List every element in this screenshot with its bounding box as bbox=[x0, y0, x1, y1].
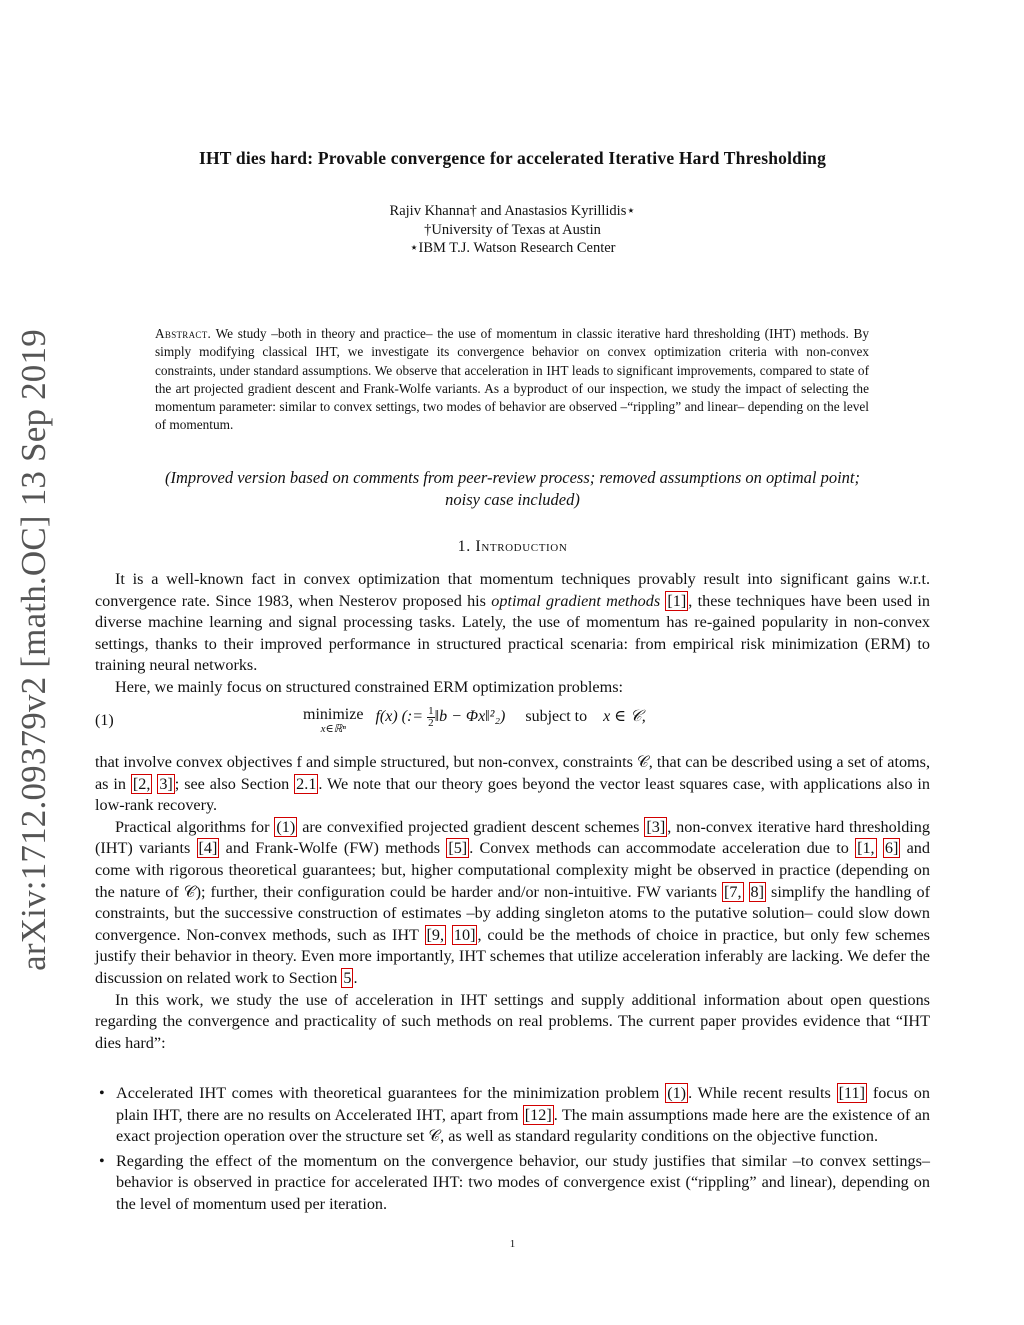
intro-paragraph-2: Here, we mainly focus on structured constrained ERM optimization problems: bbox=[115, 677, 623, 696]
equation-body bbox=[303, 706, 646, 735]
p4-text-d: and Frank-Wolfe (FW) methods bbox=[219, 839, 447, 858]
bullet-icon: • bbox=[99, 1084, 105, 1102]
citation-link[interactable]: 3] bbox=[159, 774, 173, 793]
authors-line: Rajiv Khanna† and Anastasios Kyrillidis⋆ bbox=[389, 203, 636, 219]
minimize-subscript: x∈ℝⁿ bbox=[320, 723, 346, 735]
fraction-denominator: 2 bbox=[428, 717, 434, 729]
equation-link[interactable]: (1) bbox=[667, 1084, 687, 1102]
contribution-list bbox=[95, 1083, 930, 1219]
abstract-text: We study –both in theory and practice– the use of momentum in classic iterative hard thresholding (IHT) methods. By simply modifying classical IHT, we investigate its convergence behavior on convex optimization criteria with non-convex constraints, under standard assumptions. We observe that acceleration in IHT leads to significant improvements, compared to state of the art projected gradient descent and Frank-Wolfe variants. As a byproduct of our inspection, we study the impact of selecting the momentum parameter: similar to convex settings, two modes of behavior are observed –“rippling” and linear– depending on the level of momentum. bbox=[155, 326, 869, 433]
list-item bbox=[95, 1083, 930, 1148]
paragraph-5: In this work, we study the use of acceleration in IHT settings and supply additional information about open questions regarding the convergence and practicality of such methods on real problems. The current paper provides evidence that “IHT dies hard”: bbox=[95, 990, 930, 1052]
citation-link[interactable]: 6] bbox=[884, 839, 899, 858]
list-item bbox=[95, 1151, 930, 1216]
intro-p1-emphasis: optimal gradient methods bbox=[491, 591, 661, 610]
citation-link[interactable]: [1] bbox=[667, 591, 687, 610]
citation-link[interactable]: [2, bbox=[132, 774, 151, 793]
citation-link[interactable]: [5] bbox=[448, 839, 468, 858]
abstract-label: Abstract. bbox=[155, 326, 212, 341]
minimize-operator bbox=[303, 706, 363, 735]
fraction-numerator: 1 bbox=[428, 705, 434, 717]
citation-link[interactable]: [11] bbox=[838, 1084, 866, 1102]
section-link[interactable]: 2.1 bbox=[296, 774, 317, 793]
constraint: x ∈ 𝒞, bbox=[603, 708, 646, 726]
p3-text-c: . We note that our theory goes beyond the vector least squares case, with applications also in low-rank recovery. bbox=[95, 774, 931, 815]
intro-block bbox=[95, 569, 930, 699]
minimize-word: minimize bbox=[303, 706, 364, 723]
section-heading-introduction: 1. Introduction bbox=[457, 538, 568, 555]
citation-link[interactable]: 8] bbox=[750, 882, 765, 901]
revision-note-line1: (Improved version based on comments from peer-review process; removed assumptions on optimal point; bbox=[165, 468, 860, 487]
body-block-2 bbox=[95, 752, 930, 1054]
affiliation-ut-austin: †University of Texas at Austin bbox=[424, 221, 601, 238]
p3-text-b: ; see also Section bbox=[174, 774, 295, 793]
bullet1-text-a: Accelerated IHT comes with theoretical guarantees for the minimization problem bbox=[116, 1084, 666, 1102]
objective-close: ‖b − Φx‖²₂) bbox=[434, 708, 506, 726]
bullet1-text-d: . The main assumptions made here are the existence of an exact projection operation over the structure set 𝒞, as well as standard regularity conditions on the objective function. bbox=[116, 1105, 930, 1146]
intro-paragraph-1 bbox=[95, 569, 930, 677]
citation-link[interactable]: [4] bbox=[198, 839, 218, 858]
p4-text-c: , non-convex iterative hard thresholding (IHT) variants bbox=[95, 817, 930, 858]
p4-text-f: and come with rigorous theoretical guarantees; but, higher computational complexity might be observed in practice (depending on the nature of 𝒞); further, their configuration could be harder and/or non-intuitive. FW variants bbox=[95, 839, 930, 901]
p4-text-h: , could be the methods of choice in practice, but only few schemes justify their behavior in theory. Even more importantly, IHT schemes that utilize acceleration inferably are lacking. We defer the discussion on related work to Section bbox=[95, 925, 930, 987]
citation-link[interactable]: [9, bbox=[426, 925, 445, 944]
paper-title: IHT dies hard: Provable convergence for accelerated Iterative Hard Thresholding bbox=[198, 148, 827, 168]
citation-link[interactable]: [7, bbox=[723, 882, 742, 901]
page-number: 1 bbox=[509, 1238, 516, 1250]
arxiv-identifier: arXiv:1712.09379v2 [math.OC] 13 Sep 2019 bbox=[14, 329, 53, 971]
citation-link[interactable]: [1, bbox=[857, 839, 875, 858]
author-block bbox=[95, 202, 930, 258]
bullet1-text-b: . While recent results bbox=[688, 1084, 837, 1102]
p4-text-b: are convexified projected gradient descent schemes bbox=[297, 817, 645, 836]
affiliation-ibm: ⋆IBM T.J. Watson Research Center bbox=[409, 240, 616, 256]
p4-text-a: Practical algorithms for bbox=[115, 817, 275, 836]
citation-link[interactable]: [3] bbox=[646, 817, 666, 836]
p4-text-e: . Convex methods can accommodate acceleration due to bbox=[469, 839, 856, 858]
paragraph-3 bbox=[95, 752, 930, 817]
revision-note-line2: noisy case included) bbox=[445, 489, 580, 509]
bullet1-text-c: focus on plain IHT, there are no results on Accelerated IHT, apart from bbox=[116, 1084, 930, 1124]
equation-number: (1) bbox=[95, 712, 114, 729]
intro-p1-text: It is a well-known fact in convex optimization that momentum techniques provably result into significant gains w.r.t. convergence rate. Since 1983, when Nesterov proposed his bbox=[95, 570, 930, 610]
p4-text-i: . bbox=[353, 968, 358, 987]
revision-note bbox=[95, 467, 930, 510]
bullet-icon: • bbox=[99, 1151, 105, 1170]
equation-link[interactable]: (1) bbox=[276, 817, 296, 836]
p3-text-a: that involve convex objectives f and simple structured, but non-convex, constraints 𝒞, that can be described using a set of atoms, as in bbox=[95, 753, 930, 793]
one-half-fraction bbox=[427, 706, 435, 729]
objective-open: f(x) (:= bbox=[375, 708, 428, 726]
citation-link[interactable]: [12] bbox=[524, 1105, 552, 1124]
intro-p1-text-end: , these techniques have been used in diverse machine learning and signal processing tasks. Lately, the use of momentum has re-gained popularity in non-convex settings, thanks to their improved performance in structured practical scenaria: from empirical risk minimization (ERM) to training neural networks. bbox=[95, 591, 930, 675]
bullet2-text: Regarding the effect of the momentum on the convergence behavior, our study justifies that similar –to convex settings– behavior is observed in practice for accelerated IHT: two modes of convergence exist (“rippling” and linear), depending on the level of momentum used per iteration. bbox=[116, 1151, 930, 1213]
section-link[interactable]: 5 bbox=[343, 968, 352, 987]
equation-1 bbox=[95, 706, 930, 748]
p4-text-g: simplify the handling of constraints, but the successive construction of estimates –by adding singleton atoms to the putative solution– could slow down convergence. Non-convex methods, such as IHT bbox=[95, 882, 931, 944]
abstract bbox=[155, 325, 869, 435]
paragraph-4 bbox=[95, 817, 930, 990]
citation-link[interactable]: 10] bbox=[453, 925, 476, 944]
subject-to: subject to bbox=[525, 708, 588, 726]
